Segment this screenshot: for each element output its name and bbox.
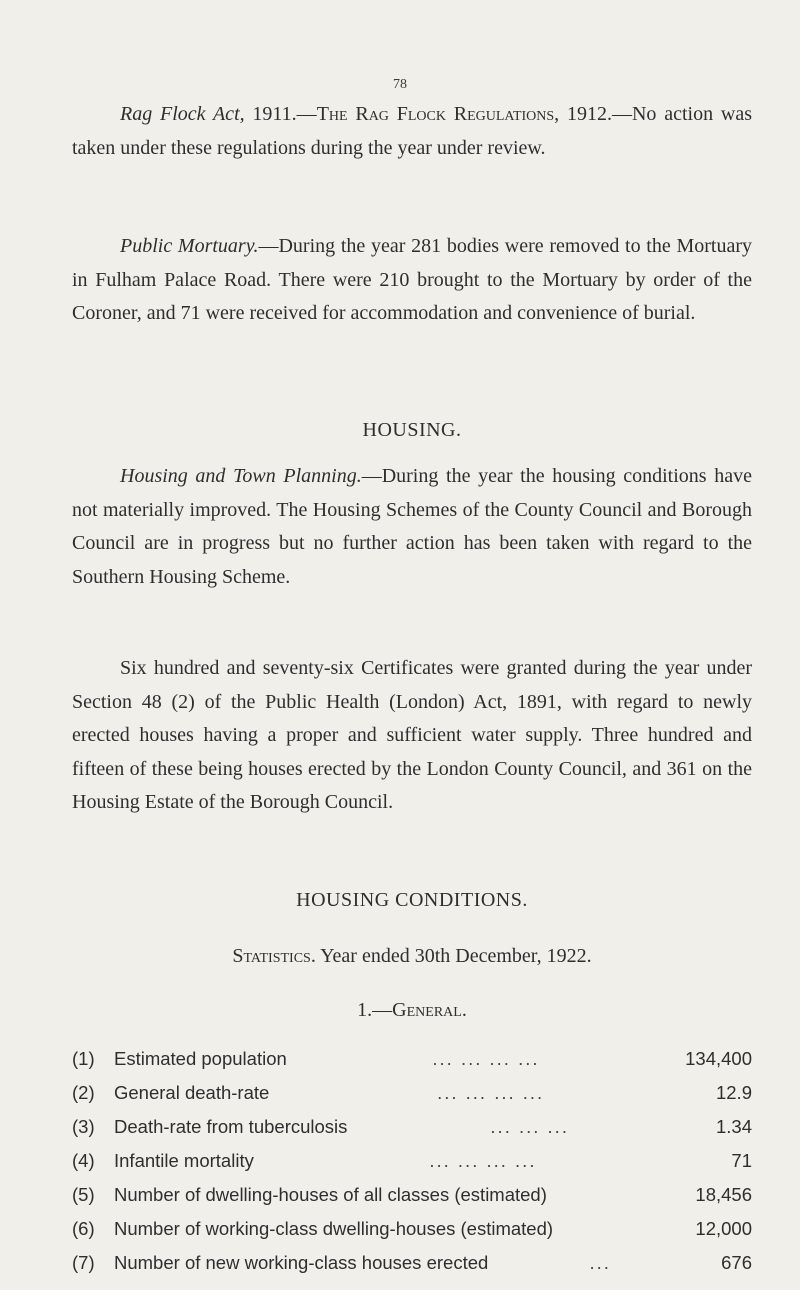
stat-value: 134,400 (685, 1048, 752, 1069)
housing-planning-title: Housing and Town Planning. (120, 465, 362, 487)
rag-flock-regulations: The Rag Flock Regulations, (316, 103, 560, 125)
stat-label: Number of new working-class houses erected (114, 1252, 489, 1273)
stat-row (72, 1042, 752, 1076)
stat-leader-dots: ... ... ... ... (432, 1048, 540, 1069)
statistics-line (72, 940, 752, 974)
stat-row (72, 1212, 752, 1246)
general-heading (72, 994, 752, 1028)
statistics-label: Statistics. (232, 945, 316, 967)
housing-planning-body: —During the year the housing conditions have not materially improved. The Housing Schemes of the County Council and Borough Council are in progress but no further action has been taken with regard to the Southern Housing Scheme. (72, 465, 752, 588)
stat-label: Death-rate from tuberculosis (114, 1116, 348, 1137)
mortuary-body: —During the year 281 bodies were removed to the Mortuary in Fulham Palace Road. There were 210 brought to the Mortuary by order of the Coroner, and 71 were received for accommodation and convenience of burial. (72, 235, 752, 324)
general-number: 1.— (357, 999, 393, 1021)
stat-number: (1) (72, 1048, 95, 1069)
rag-flock-body: 1912.—No action was taken under these regulations during the year under review. (72, 103, 752, 159)
stat-value: 12.9 (715, 1082, 752, 1103)
stat-label: Infantile mortality (114, 1150, 254, 1171)
stat-number: (3) (72, 1116, 95, 1137)
stat-row (72, 1144, 752, 1178)
stat-number: (7) (72, 1252, 95, 1273)
stat-label: General death-rate (114, 1082, 270, 1103)
stat-value: 18,456 (695, 1184, 752, 1205)
mortuary-title: Public Mortuary. (120, 235, 259, 257)
page-number: 78 (393, 77, 407, 92)
stat-number: (5) (72, 1184, 95, 1205)
paragraph-housing-planning (72, 460, 752, 594)
stat-label: Estimated population (114, 1048, 287, 1069)
stat-value: 71 (731, 1150, 752, 1171)
stat-number: (2) (72, 1082, 95, 1103)
statistics-list (72, 1042, 752, 1280)
stat-label: Number of dwelling-houses of all classes (estimated) (114, 1184, 547, 1205)
stat-label: Number of working-class dwelling-houses (estimated) (114, 1218, 554, 1239)
paragraph-mortuary (72, 230, 752, 331)
stat-number: (6) (72, 1218, 95, 1239)
statistics-period: Year ended 30th December, 1922. (315, 945, 592, 967)
stat-value: 12,000 (695, 1218, 752, 1239)
rag-flock-title: Rag Flock Act, (120, 103, 245, 125)
rag-flock-year: 1911.— (244, 103, 317, 125)
stat-row (72, 1076, 752, 1110)
stat-row (72, 1110, 752, 1144)
paragraph-rag-flock (72, 98, 752, 165)
stat-leader-dots: ... ... ... (490, 1116, 569, 1137)
stat-leader-dots: ... (589, 1252, 611, 1273)
stat-value: 676 (721, 1252, 752, 1273)
heading-housing-conditions: HOUSING CONDITIONS. (296, 889, 528, 911)
stat-value: 1.34 (715, 1116, 752, 1137)
stat-leader-dots: ... ... ... ... (429, 1150, 537, 1171)
stat-row (72, 1178, 752, 1212)
stat-leader-dots: ... ... ... ... (437, 1082, 545, 1103)
stat-number: (4) (72, 1150, 95, 1171)
general-label: General. (392, 999, 467, 1021)
heading-housing: HOUSING. (362, 419, 462, 441)
paragraph-certificates: Six hundred and seventy-six Certificates were granted during the year under Section 48 (2) of the Public Health (London) Act, 1891, with regard to newly erected houses having a proper and sufficient water supply. Three hundred and fifteen of these being houses erected by the London County Council, and 361 on the Housing Estate of the Borough Council. (72, 657, 752, 813)
stat-row (72, 1246, 752, 1280)
